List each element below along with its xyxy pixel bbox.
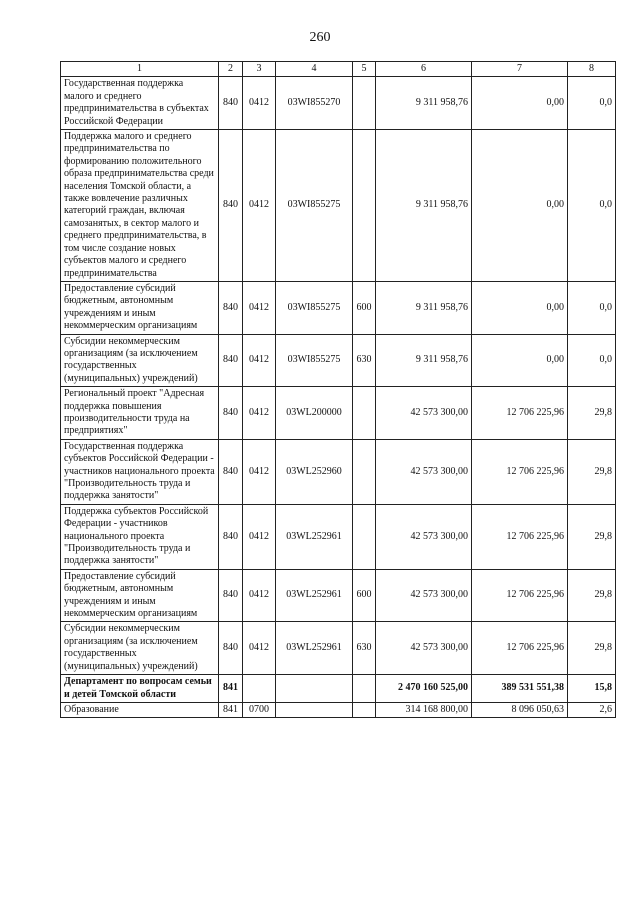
executed-amount-cell: 12 706 225,96 [472, 504, 568, 569]
row-name-cell: Субсидии некоммерческим организациям (за исключением государственных (муниципальных) учреждений) [61, 622, 219, 675]
table-row [61, 569, 616, 622]
ministry-code-cell: 840 [219, 622, 243, 675]
target-article-cell [276, 702, 353, 717]
row-name-cell: Предоставление субсидий бюджетным, автономным учреждениям и иным некоммерческим организациям [61, 569, 219, 622]
expense-type-cell [353, 130, 376, 282]
percent-cell: 0,0 [568, 130, 616, 282]
section-code-cell: 0412 [243, 569, 276, 622]
ministry-code-cell: 840 [219, 281, 243, 334]
section-code-cell: 0412 [243, 334, 276, 387]
planned-amount-cell: 42 573 300,00 [376, 439, 472, 504]
column-number: 8 [568, 62, 616, 77]
percent-cell: 2,6 [568, 702, 616, 717]
column-number: 3 [243, 62, 276, 77]
planned-amount-cell: 9 311 958,76 [376, 334, 472, 387]
target-article-cell: 03WI855275 [276, 334, 353, 387]
expense-type-cell [353, 675, 376, 703]
percent-cell: 29,8 [568, 439, 616, 504]
ministry-code-cell: 840 [219, 439, 243, 504]
section-code-cell [243, 675, 276, 703]
column-number: 7 [472, 62, 568, 77]
table-row [61, 387, 616, 440]
ministry-code-cell: 841 [219, 675, 243, 703]
planned-amount-cell: 9 311 958,76 [376, 77, 472, 130]
ministry-code-cell: 840 [219, 77, 243, 130]
section-code-cell: 0412 [243, 622, 276, 675]
table-row [61, 622, 616, 675]
planned-amount-cell: 42 573 300,00 [376, 569, 472, 622]
target-article-cell: 03WI855275 [276, 281, 353, 334]
budget-table [60, 61, 616, 718]
table-row [61, 130, 616, 282]
row-name-cell: Предоставление субсидий бюджетным, автономным учреждениям и иным некоммерческим организациям [61, 281, 219, 334]
table-row [61, 281, 616, 334]
section-code-cell: 0412 [243, 77, 276, 130]
target-article-cell: 03WL252961 [276, 569, 353, 622]
section-code-cell: 0412 [243, 504, 276, 569]
section-code-cell: 0412 [243, 130, 276, 282]
column-number: 1 [61, 62, 219, 77]
planned-amount-cell: 9 311 958,76 [376, 281, 472, 334]
target-article-cell: 03WL252961 [276, 622, 353, 675]
ministry-code-cell: 840 [219, 130, 243, 282]
target-article-cell: 03WI855275 [276, 130, 353, 282]
target-article-cell: 03WL252961 [276, 504, 353, 569]
expense-type-cell: 630 [353, 334, 376, 387]
row-name-cell: Государственная поддержка малого и среднего предпринимательства в субъектах Российской Федерации [61, 77, 219, 130]
executed-amount-cell: 389 531 551,38 [472, 675, 568, 703]
executed-amount-cell: 0,00 [472, 334, 568, 387]
table-row [61, 702, 616, 717]
table-row [61, 504, 616, 569]
ministry-code-cell: 841 [219, 702, 243, 717]
expense-type-cell [353, 387, 376, 440]
row-name-cell: Поддержка малого и среднего предпринимательства по формированию положительного образа предпринимательства среди населения Томской области, а также вовлечение различных категорий граждан, включая самозанятых, в сектор малого и среднего предпринимательства, в том числе создание новых субъектов малого и среднего предпринимательства [61, 130, 219, 282]
executed-amount-cell: 12 706 225,96 [472, 622, 568, 675]
percent-cell: 29,8 [568, 569, 616, 622]
executed-amount-cell: 12 706 225,96 [472, 439, 568, 504]
section-code-cell: 0412 [243, 281, 276, 334]
target-article-cell: 03WI855270 [276, 77, 353, 130]
column-number-row [61, 62, 616, 77]
target-article-cell: 03WL200000 [276, 387, 353, 440]
column-number: 4 [276, 62, 353, 77]
executed-amount-cell: 8 096 050,63 [472, 702, 568, 717]
percent-cell: 0,0 [568, 281, 616, 334]
planned-amount-cell: 42 573 300,00 [376, 622, 472, 675]
target-article-cell: 03WL252960 [276, 439, 353, 504]
ministry-code-cell: 840 [219, 504, 243, 569]
percent-cell: 29,8 [568, 622, 616, 675]
percent-cell: 29,8 [568, 504, 616, 569]
row-name-cell: Образование [61, 702, 219, 717]
percent-cell: 0,0 [568, 77, 616, 130]
expense-type-cell [353, 77, 376, 130]
percent-cell: 0,0 [568, 334, 616, 387]
executed-amount-cell: 12 706 225,96 [472, 569, 568, 622]
section-code-cell: 0700 [243, 702, 276, 717]
executed-amount-cell: 0,00 [472, 281, 568, 334]
planned-amount-cell: 42 573 300,00 [376, 387, 472, 440]
ministry-code-cell: 840 [219, 334, 243, 387]
expense-type-cell: 600 [353, 569, 376, 622]
expense-type-cell: 600 [353, 281, 376, 334]
row-name-cell: Государственная поддержка субъектов Российской Федерации - участников национального проекта "Производительность труда и поддержка занятости" [61, 439, 219, 504]
expense-type-cell [353, 702, 376, 717]
planned-amount-cell: 9 311 958,76 [376, 130, 472, 282]
expense-type-cell [353, 439, 376, 504]
row-name-cell: Субсидии некоммерческим организациям (за исключением государственных (муниципальных) учреждений) [61, 334, 219, 387]
executed-amount-cell: 0,00 [472, 77, 568, 130]
executed-amount-cell: 12 706 225,96 [472, 387, 568, 440]
planned-amount-cell: 42 573 300,00 [376, 504, 472, 569]
percent-cell: 29,8 [568, 387, 616, 440]
row-name-cell: Региональный проект "Адресная поддержка повышения производительности труда на предприятиях" [61, 387, 219, 440]
executed-amount-cell: 0,00 [472, 130, 568, 282]
planned-amount-cell: 2 470 160 525,00 [376, 675, 472, 703]
target-article-cell [276, 675, 353, 703]
section-code-cell: 0412 [243, 439, 276, 504]
ministry-code-cell: 840 [219, 387, 243, 440]
section-code-cell: 0412 [243, 387, 276, 440]
table-row [61, 334, 616, 387]
table-row [61, 675, 616, 703]
column-number: 5 [353, 62, 376, 77]
planned-amount-cell: 314 168 800,00 [376, 702, 472, 717]
column-number: 6 [376, 62, 472, 77]
page-number: 260 [309, 30, 331, 45]
ministry-code-cell: 840 [219, 569, 243, 622]
expense-type-cell: 630 [353, 622, 376, 675]
row-name-cell: Поддержка субъектов Российской Федерации - участников национального проекта "Производительность труда и поддержка занятости" [61, 504, 219, 569]
expense-type-cell [353, 504, 376, 569]
row-name-cell: Департамент по вопросам семьи и детей Томской области [61, 675, 219, 703]
table-row [61, 439, 616, 504]
table-row [61, 77, 616, 130]
percent-cell: 15,8 [568, 675, 616, 703]
column-number: 2 [219, 62, 243, 77]
